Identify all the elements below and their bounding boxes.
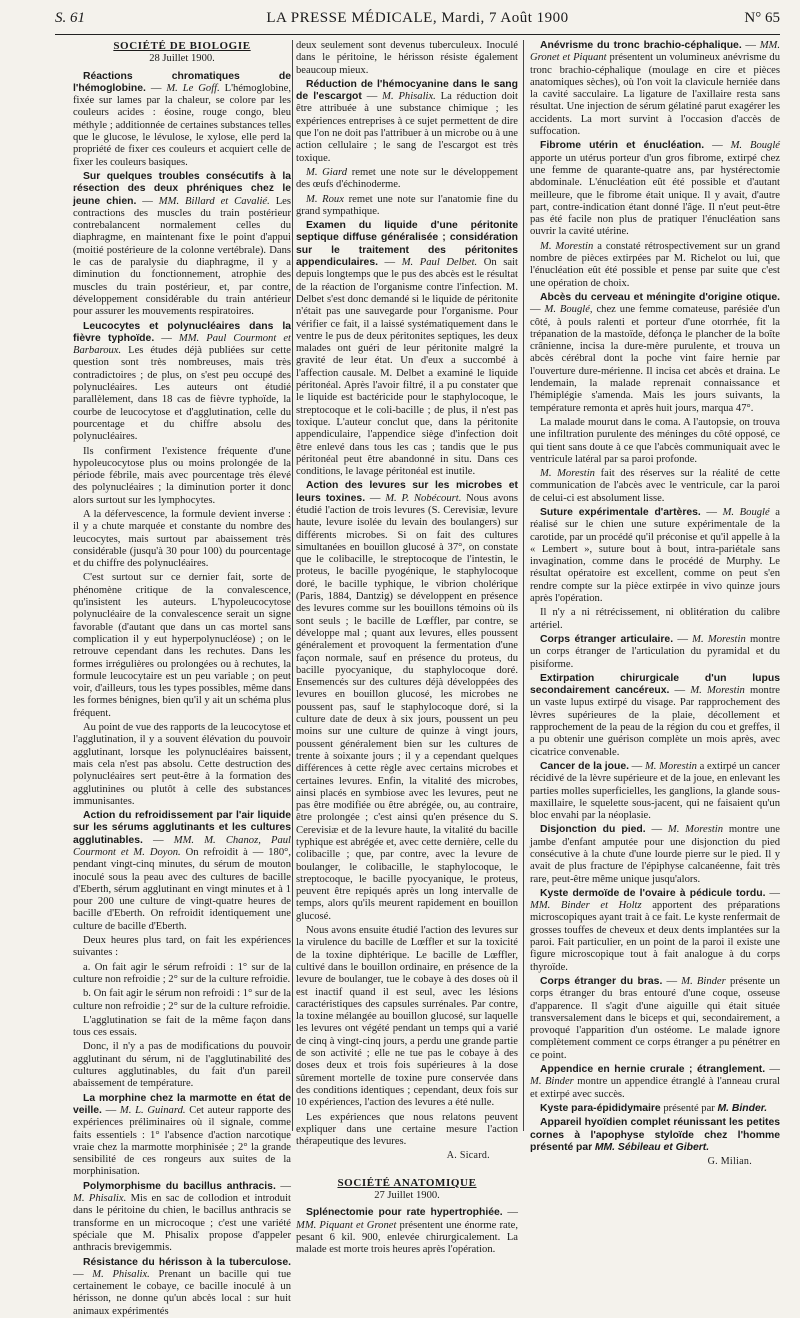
article-author: M. Morestin bbox=[667, 824, 724, 836]
article: Extirpation chirurgicale d'un lupus secondairement cancéreux. — M. Morestin montre un vaste lupus extirpé du visage. Par rapprochement des lèvres supérieures de la plaie, décollement et rapprochement de la peau de la région du cou et greffes, il a pu obtenir une guérison complète un mois après, avec cicatrice convenable. bbox=[530, 672, 780, 758]
article-title: Kyste para-épididymaire bbox=[540, 1102, 661, 1114]
column-divider bbox=[292, 40, 293, 1131]
paragraph: Ils confirment l'existence fréquente d'une hypoleucocytose plus ou moins prolongée de la période fébrile, mais avec pourcentage très élevé des polynucléaires ; la diminution porter it donc alors surtout sur les lymphocytes. bbox=[73, 445, 291, 506]
article-author: M. Binder bbox=[681, 975, 726, 987]
article: Cancer de la joue. — M. Morestin a extirpé un cancer récidivé de la lèvre supérieure et de la joue, en enlevant les parties molles superficielles, les ganglions, la glande sous-maxillaire, le squelette sous-jacent, qui ne faisaient qu'un bloc envahi par la néoplasie. bbox=[530, 760, 781, 822]
article-author: M. Giard bbox=[306, 166, 348, 178]
article-text: présentent un volumineux anévrisme du tronc brachio-céphalique (moulage en cire et pièces anatomiques sèches), où l'on voit la clavicule herniée dans la cavité sacculaire. La ligature de l'axillaire resta sans résultat. Une injection de sérum gélatiné parut exagérer les accidents. La mort survint à l'occasion d'accès de suffocation. bbox=[530, 52, 780, 138]
article-author: M. Phisalix. bbox=[92, 1268, 150, 1280]
article-text: La réduction doit être attribuée à une substance chimique ; les expériences entreprises à ce sujet permettent de dire que l'on ne doit pas l'attribuer à un microbe ou à une action cellulaire ; le sang de l'escargot est très toxique. bbox=[296, 91, 518, 164]
column-1 bbox=[73, 40, 292, 1317]
article-text: montre une jambe d'enfant amputée pour une disjonction du pied consécutive à la chute d'une lourde pierre sur le pied. Il y avait de plus fracture de l'épiphyse calcanéenne, fait très rare, peut-être même unique jusqu'alors. bbox=[530, 824, 781, 885]
article: Réactions chromatiques de l'hémoglobine. — M. Le Goff. L'hémoglobine, fixée sur lames par la chaleur, se colore par les couleurs acides : éosine, rouge congo, bleu méthyle ; additionnée de certaines substances telles que le glucose, le lévulose, le xylose, elle perd la propriété de fixer ces couleurs et acquiert celle de fixer les couleurs basiques. bbox=[73, 70, 291, 168]
article: Réduction de l'hémocyanine dans le sang de l'escargot — M. Phisalix. La réduction doit être attribuée à une substance chimique ; les expériences entreprises à ce sujet permettent de dire que l'on ne doit pas l'attribuer à un microbe ou à une action cellulaire ; le sang de l'escargot est très toxique. bbox=[296, 78, 518, 164]
paragraph: b. On fait agir le sérum non refroidi : 1° sur de la culture non refroidie ; 2° sur de la culture refroidie. bbox=[73, 988, 291, 1012]
article-author: M. Bouglé bbox=[730, 140, 780, 152]
article-author: M. P. Nobécourt. bbox=[385, 492, 462, 504]
article: La morphine chez la marmotte en état de veille. — M. L. Guinard. Cet auteur rapporte des expériences préliminaires où il signale, comme faits essentiels : 1° l'absence d'action narcotique vraie chez la marmotte morphinisée ; 2° la grande sensibilité de ces rongeurs aux suites de la morphinisation. bbox=[73, 1092, 291, 1178]
article: Polymorphisme du bacillus anthracis. — M. Phisalix. Mis en sac de collodion et introduit dans le péritoine du chien, le bacillus anthracis se transforme en un microcoque ; c'est une variété spéciale que M. Phisalix propose d'appeler anthracis brevigemmis. bbox=[73, 1180, 291, 1254]
article-text: présenté par bbox=[663, 1102, 715, 1114]
article bbox=[530, 1117, 780, 1154]
paragraph: a. On fait agir le sérum refroidi : 1° sur de la culture non refroidie ; 2° sur de la culture refroidie. bbox=[73, 961, 291, 985]
article: Kyste dermoïde de l'ovaire à pédicule tordu. — MM. Binder et Holtz apportent des préparations microscopiques ayant trait à ce fait. Le kyste renfermait de grosses touffes de cheveux et deux dents implantées sur la paroi. Fait particulier, en un point de la paroi il existe une figure microscopique tout à fait analogue à du corps thyroïde. bbox=[530, 887, 780, 973]
article-author: M. L. Guinard. bbox=[119, 1104, 186, 1116]
article bbox=[296, 167, 518, 192]
article-author: MM. Billard et Cavalié. bbox=[158, 195, 270, 207]
article-text: montre un appendice étranglé à l'anneau crural et extirpé avec succès. bbox=[530, 1076, 780, 1100]
article-text: Prenant un bacille qui tue certainement le cobaye, ce bacille inoculé à un hérisson, ne donne qu'un abcès local : sur huit animaux expérimentés bbox=[73, 1268, 291, 1317]
article-author: M. Morestin bbox=[540, 240, 594, 252]
article-title: Anévrisme du tronc brachio-céphalique. bbox=[540, 40, 742, 51]
column-divider bbox=[523, 40, 524, 1131]
article: Résistance du hérisson à la tuberculose. — M. Phisalix. Prenant un bacille qui tue certainement le cobaye, ce bacille inoculé à un hérisson, ne donne qu'un abcès local : sur huit animaux expérimentés bbox=[73, 1256, 291, 1317]
article: Examen du liquide d'une péritonite septique diffuse généralisée ; considération sur le traitement des péritonites appendiculaires. — M. Paul Delbet. On sait depuis longtemps que le pus des abcès est le résultat de la réaction de l'organisme contre l'infection. M. Delbet s'est donc demandé si le liquide de péritonite n'était pas une sauvegarde pour l'organisme. Pour vérifier ce fait, il a laissé systématiquement dans le ventre le pus de deux péritonites septiques, les deux malades ont guéri de leur péritonite malgré la gravité de leur état. Un d'eux a succombé à l'affection causale. M. Delbet a examiné le liquide péritonéal. Après l'avoir filtré, il a pu constater que le liquide est bactéricide pour le staphylocoque, le streptocoque et le coli-bacille ; de plus, il n'est pas toxique. L'auteur conclut que, dans la péritonite appendiculaire, l'appendice siège d'infection doit être enlevé dans tous les cas ; tandis que le pus péritonéal peut être abandonné in situ. Dans ces conditions, le lavage péritonéal est inutile. bbox=[296, 220, 518, 478]
article-text: a réalisé sur le chien une suture expérimentale de la carotide, par un procédé qu'il préconise et qu'il appelle à la « Lembert », suture bout à bout, intra-pariétale sans invagination, comme dans le procédé de Murphy. Le résultat opératoire est excellent, comme on peut s'en rendre compte sur la pièce extirpée in vivo quinze jours après l'opération. bbox=[530, 506, 780, 605]
article: Abcès du cerveau et méningite d'origine otique. — M. Bouglé, chez une femme comateuse, parésiée d'un côté, à pouls ralenti et porteur d'une otorrhée, fit la trépanation de la mastoïde, défonça le plancher de la boîte crânienne, incisa la dure-mère purulente, et trouva un abcès cérébral dont la poche vint faire hernie par l'ouverture dure-mérienne. Il incisa cet abcès et draina. Le lendemain, la malade reprenait connaissance et l'hémiplégie s'amenda. Mais les jours suivants, la température remonta et après huit jours, marqua 47°. bbox=[530, 291, 781, 414]
article: Splénectomie pour rate hypertrophiée. — MM. Piquant et Gronet présentent une énorme rate, pesant 6 kil. 900, enlevée chirurgicalement. La malade est morte trois heures après l'opération. bbox=[296, 1207, 518, 1256]
article-author: M. Morestin bbox=[644, 760, 697, 772]
section-date: 27 Juillet 1900. bbox=[374, 1190, 440, 1202]
article-title: Extirpation chirurgicale d'un lupus secondairement cancéreux. bbox=[530, 672, 780, 697]
article: Action des levures sur les microbes et leurs toxines. — M. P. Nobécourt. Nous avons étudié l'action de trois levures (S. Cerevisiæ, levure haute, levure isolée du levain des boulangers) sur différents microbes. Si on fait des cultures simultanées en bouillon glucosé à 37°, on constate que le colibacille, le streptocoque de l'intestin, le proteus, le bacille pyogénique, le staphylocoque doré, le bacille typhique, le vibrion cholérique (Paris, 1884, Dantzig) se développent en présence des levures comme sur les bouillons témoins où ils sont seuls ; le bacille de Lœffler, par contre, se développe mal ; quant aux levures, elles poussent généralement et provoquent la fermentation d'une façon normale, sauf en présence du proteus, du bacille pyocyanique, du staphylocoque doré. Ensemencés sur des cultures déjà développées des levures en bouillon glucosé, les microbes ne poussent pas, sauf le staphylocoque doré, si la culture date de deux à six jours, poussent un peu moins sur une culture de quinze à vingt jours, poussent généralement bien sur les cultures de trente à soixante jours ; il y a cependant quelques différences à cette règle avec certains microbes et certaines levures. Enfin, la vitalité des microbes, ainsi placés en symbiose avec les levures, peut ne pas être modifiée ou être abrégée, ou, au contraire, être prolongée ; c'est ainsi qu'en présence du S. Cerevisiæ et de la levure haute, la vitalité du bacille typhique est abrégée et, avec cette dernière, celle du colibacille ; que, par contre, avec la levure de boulanger, le colibacille, le staphylocoque, le streptocoque, le bacille pyocyanique, le proteus, peuvent être repiqués après un long intervalle de temps, alors qu'ils meurent rapidement en bouillon glucosé. bbox=[296, 480, 518, 922]
article-text: L'hémoglobine, fixée sur lames par la chaleur, se colore par les couleurs acides : éosine, rouge congo, bleu méthyle ; additionnée de certaines substances telles que le glucose, le lévulose, le xylose, elle perd la propriété de fixer ces couleurs et acquiert celle de fixer les couleurs basiques. bbox=[73, 82, 291, 168]
article-text: a constaté rétrospectivement sur un grand nombre de pièces extirpées par M. Richelot ou lui, que l'énucléation eût été possible et pense par suite que c'est une opération de choix. bbox=[530, 240, 780, 289]
article-author: MM. Sébileau et Gibert. bbox=[594, 1141, 710, 1153]
article-text: Mis en sac de collodion et introduit dans le péritoine du chien, le bacillus anthracis se transforme en un microcoque ; c'est une variété spéciale que M. Phisalix propose d'appeler anthracis brevigemmis. bbox=[73, 1193, 291, 1254]
article: Disjonction du pied. — M. Morestin montre une jambe d'enfant amputée pour une disjonction du pied consécutive à la chute d'une lourde pierre sur le pied. Il y avait de plus fracture de l'épiphyse calcanéenne, fait très rare, peut-être même unique jusqu'alors. bbox=[530, 824, 781, 885]
article bbox=[530, 1103, 780, 1115]
article-text: présente un corps étranger du bras entouré d'une coque, osseuse d'apparence. Il s'agit d'une aiguille qui était située transversalement dans le biceps et qui, secondairement, a provoqué l'apparition d'un ostéome. Le malade ignore complètement comment ce corps étranger a pu pénétrer en ce point. bbox=[530, 975, 780, 1061]
article-author: M. Le Goff. bbox=[166, 82, 220, 94]
article: Corps étranger articulaire. — M. Morestin montre un corps étranger de l'articulation du pyramidal et du pisiforme. bbox=[530, 633, 780, 670]
paragraph: L'agglutination se fait de la même façon dans tous ces essais. bbox=[73, 1014, 291, 1039]
article: Corps étranger du bras. — M. Binder présente un corps étranger du bras entouré d'une coque, osseuse d'apparence. Il s'agit d'une aiguille qui était située transversalement dans le biceps et qui, secondairement, a provoqué l'apparition d'un ostéome. Le malade ignore complètement comment ce corps étranger a pu pénétrer en ce point. bbox=[530, 975, 780, 1061]
article-title: Appareil hyoïdien complet réunissant les petites cornes à l'apophyse styloïde chez l'homme présenté bbox=[530, 1117, 780, 1153]
column-2 bbox=[296, 40, 519, 1256]
article-author: M. Binder. bbox=[717, 1102, 768, 1114]
article-title: Suture expérimentale d'artères. bbox=[540, 506, 701, 518]
paragraph bbox=[530, 468, 780, 505]
article-text: présentent une énorme rate, pesant 6 kil. 900, enlevée chirurgicalement. La malade est morte trois heures après l'opération. bbox=[296, 1219, 518, 1256]
article-author: M. Morestin bbox=[540, 468, 595, 480]
article-author: MM. Piquant et Gronet bbox=[296, 1219, 397, 1231]
article-title: Examen du liquide d'une péritonite septique diffuse généralisée ; considération sur le traitement des péritonites appendiculaires. bbox=[296, 220, 518, 269]
paragraph: Donc, il n'y a pas de modifications du pouvoir agglutinant du sérum, ni de l'agglutinabilité des cultures agglutinables, du fait d'un pareil abaissement de température. bbox=[73, 1041, 291, 1090]
paragraph: A la défervescence, la formule devient inverse : il y a chute marquée et constante du nombre des leucocytes, mais surtout par abaissement très considérable (jusqu'à 30 pour 100) du pourcentage et du chiffre des polynucléaires. bbox=[73, 508, 291, 570]
article-author: M. Bouglé, bbox=[544, 304, 593, 316]
article-text: remet une note sur le développement des œufs d'échinoderme. bbox=[296, 166, 519, 191]
article: Sur quelques troubles consécutifs à la résection des deux phréniques chez le jeune chien. — MM. Billard et Cavalié. Les contractions des muscles du train postérieur contrebalancent normalement celles du diaphragme, en maintenant fixe le point d'appui (moitié postérieure de la colonne vertébrale). Dans le cas de paralysie du diaphragme, il y a diminution du fonctionnement, atrophie des muscles du train postérieur, et, par contre, développement considérable du train antérieur pour assurer les mouvements respiratoires. bbox=[73, 170, 291, 318]
paragraph: La malade mourut dans le coma. A l'autopsie, on trouva une infiltration purulente des méninges du côté opposé, ce qui tient sans doute à ce que l'abcès communiquait avec le ventricule latéral par sa paroi profonde. bbox=[530, 416, 780, 465]
article-title: Action des levures sur les microbes et leurs toxines. bbox=[296, 480, 518, 504]
section-title: SOCIÉTÉ DE BIOLOGIE bbox=[113, 40, 251, 52]
paragraph: Les expériences que nous relatons peuvent expliquer dans une certaine mesure l'action thérapeutique des levures. bbox=[296, 1111, 518, 1148]
article-title: Polymorphisme du bacillus anthracis. bbox=[83, 1180, 276, 1192]
article-text: On refroidit à — 180°, pendant vingt-cinq minutes, du sérum de mouton inoculé sous la peau avec des cultures de bacille d'Eberth, sérum agglutinant en vingt minutes et à 1 pour 200 une culture de vingt-quatre heures de bacille d'Eberth. On refroidit identiquement une culture de bacille d'Eberth. bbox=[73, 847, 292, 932]
article: Appendice en hernie crurale ; étranglement. — M. Binder montre un appendice étranglé à l'anneau crural et extirpé avec succès. bbox=[530, 1064, 781, 1100]
article-title: Cancer de la joue. bbox=[540, 760, 629, 772]
article-author: MM. Gronet et Piquant bbox=[530, 40, 781, 64]
article-author: M. Roux bbox=[306, 193, 344, 205]
article-text: Les études déjà publiées sur cette question sont très nombreuses, mais très contradictoires ; de plus, on s'est peu occupé des polynucléaires. Les auteurs ont étudié parallèlement, dans 18 cas de fièvre typhoïde, la courbe de leucocytose et d'agglutination, celle du pourcentage et du chiffre absolu des polynucléaires. bbox=[73, 345, 291, 443]
header-rule bbox=[55, 34, 780, 35]
article-title: Fibrome utérin et énucléation. bbox=[540, 140, 705, 152]
article: Fibrome utérin et énucléation. — M. Bouglé apporte un utérus porteur d'un gros fibrome, extirpé chez une femme de quarante-quatre ans, par hystérectomie abdominale. L'énucléation eût été possible et d'autant meilleure, que le fibrome était unique. Il y avait, d'autre part, contre-indication étant donné l'âge. Il n'eut peut-être pas été facile non plus de pratiquer l'énucléation sans ouvrir la cavité utérine. bbox=[530, 140, 780, 238]
paragraph: Il n'y a ni rétrécissement, ni oblitération du calibre artériel. bbox=[530, 607, 780, 631]
article-title: Résistance du hérisson à la tuberculose. bbox=[83, 1256, 291, 1268]
signature: G. Milian. bbox=[707, 1156, 752, 1168]
issue-number: N° 65 bbox=[744, 10, 780, 26]
article-title: Corps étranger du bras. bbox=[540, 975, 663, 987]
article-text: par bbox=[575, 1141, 593, 1153]
article-text: montre un corps étranger de l'articulation du pyramidal et du pisiforme. bbox=[530, 633, 780, 670]
article-title: Sur quelques troubles consécutifs à la résection des deux phréniques chez le jeune chien. bbox=[73, 170, 291, 207]
article-author: M. Paul Delbet. bbox=[401, 257, 478, 269]
paragraph: Deux heures plus tard, on fait les expériences suivantes : bbox=[73, 935, 291, 959]
article-title: Disjonction du pied. bbox=[540, 824, 646, 836]
continued-text: deux seulement sont devenus tuberculeux. Inoculé dans le péritoine, le hérisson résiste également beaucoup mieux. bbox=[296, 40, 518, 76]
article-author: M. Morestin bbox=[692, 633, 746, 645]
article-title: Réactions chromatiques de l'hémoglobine. bbox=[73, 70, 291, 94]
article-author: M. Morestin bbox=[690, 685, 745, 697]
article-text: montre un vaste lupus extirpé du visage. Par rapprochement des lèvres supérieures de la plaie, décollement et rapprochement de la peau de la région du cou et greffes, il a pu obtenir une guérison complète un mois après, avec cicatrice convenable. bbox=[530, 685, 780, 758]
article-title: Appendice en hernie crurale ; étranglement. bbox=[540, 1064, 766, 1076]
section-title: SOCIÉTÉ ANATOMIQUE bbox=[337, 1176, 477, 1189]
page-number: S. 61 bbox=[55, 10, 85, 26]
article-text: apporte un utérus porteur d'un gros fibrome, extirpé chez une femme de quarante-quatre ans, par hystérectomie abdominale. L'énucléation eût été possible et d'autant meilleure, que le fibrome était unique. Il y avait, d'autre part, contre-indication étant donné l'âge. Il n'eut peut-être pas été facile non plus de pratiquer l'énucléation sans ouvrir la cavité utérine. bbox=[530, 152, 780, 238]
signature: A. Sicard. bbox=[446, 1150, 490, 1162]
article: Action du refroidissement par l'air liquide sur les sérums agglutinants et les cultures agglutinables. — MM. M. Chanoz, Paul Courmont et M. Doyon. On refroidit à — 180°, pendant vingt-cinq minutes, du sérum de mouton inoculé sous la peau avec des cultures de bacille d'Eberth, sérum agglutinant en vingt minutes et à 1 pour 200 une culture de vingt-quatre heures de bacille d'Eberth. On refroidit identiquement une culture de bacille d'Eberth. bbox=[73, 810, 292, 932]
article-text: fait des réserves sur la réalité de cette communication de l'abcès avec le ventricule, car la paroi de celui-ci est absolument lisse. bbox=[530, 468, 781, 504]
article: Leucocytes et polynucléaires dans la fièvre typhoïde. — MM. Paul Courmont et Barbaroux. Les études déjà publiées sur cette question sont très nombreuses, mais très contradictoires ; de plus, on s'est peu occupé des polynucléaires. Les auteurs ont étudié parallèlement, dans 18 cas de fièvre typhoïde, la courbe de leucocytose et d'agglutination, celle du pourcentage et du chiffre absolu des polynucléaires. bbox=[73, 320, 291, 443]
article-author: M. Phisalix. bbox=[382, 91, 436, 103]
article-text: On sait depuis longtemps que le pus des abcès est le résultat de la réaction de l'organisme contre l'infection. M. Delbet s'est donc demandé si le liquide de péritonite n'était pas une sauvegarde pour l'organisme. Pour vérifier ce fait, il a laissé systématiquement dans le ventre le pus de deux péritonites septiques, les deux malades ont guéri de leur péritonite malgré la gravité de leur état. Un d'eux a succombé à l'affection causale. M. Delbet a examiné le liquide péritonéal. Après l'avoir filtré, il a pu constater que le liquide est bactéricide pour le staphylocoque, le streptocoque et le coli-bacille ; de plus, il n'est pas toxique. L'auteur conclut que, dans la péritonite appendiculaire, l'appendice siège d'infection doit être enlevé dans tous les cas ; tandis que le pus péritonéal peut être abandonné in situ. Dans ces conditions, le lavage péritonéal est inutile. bbox=[296, 257, 518, 478]
article-title: Réduction de l'hémocyanine dans le sang de l'escargot bbox=[296, 78, 518, 103]
paragraph: Au point de vue des rapports de la leucocytose et l'agglutination, il y a souvent élévation du pouvoir agglutinant, lorsque les polynucléaires baissent, mais cela n'est pas absolu. Cette destruction des polynucléaires sert peut-être à la formation des agglutinines ou plutôt à celle des substances immunisantes. bbox=[73, 722, 291, 807]
article-text: Les contractions des muscles du train postérieur contrebalancent normalement celles du diaphragme, en maintenant fixe le point d'appui (moitié postérieure de la colonne vertébrale). Dans le cas de paralysie du diaphragme, il y a diminution du fonctionnement, atrophie des muscles du train postérieur, et, par contre, développement considérable du train antérieur pour assurer les mouvements respiratoires. bbox=[73, 195, 291, 318]
article-title: Leucocytes et polynucléaires dans la fièvre typhoïde. bbox=[73, 320, 291, 344]
article-title: Kyste dermoïde de l'ovaire à pédicule tordu. bbox=[540, 887, 766, 899]
article bbox=[296, 194, 518, 219]
paragraph: Nous avons ensuite étudié l'action des levures sur la virulence du bacille de Lœffler et sur la toxicité de la toxine diphtérique. Le bacille de Lœffler, cultivé dans le bouillon ordinaire, en présence de la levure de boulanger, tue le cobaye à des doses où il est inactif quand il est seul, avec les lésions caractéristiques des capsules surrénales. Par contre, la toxine mélangée au bouillon glucosé, sur laquelle les levures ont végété pendant un temps qui a varié de cinq à vingt-cinq jours, a perdu une grande partie de son activité ; elle ne tue pas le cobaye à des doses deux et trois fois supérieures à la dose sûrement mortelle de toxine pure conservée dans des conditions identiques ; cependant, deux fois sur 10 expériences, l'action des levures a été nulle. bbox=[296, 925, 518, 1109]
article-title: Action du refroidissement par l'air liquide sur les sérums agglutinants et les cultures agglutinables. bbox=[73, 810, 291, 846]
article-text: remet une note sur l'anatomie fine du grand sympathique. bbox=[296, 193, 519, 217]
article-text: chez une femme comateuse, parésiée d'un côté, à pouls ralenti et porteur d'une otorrhée, fit la trépanation de la mastoïde, défonça le plancher de la boîte crânienne, incisa la dure-mère purulente, et trouva un abcès cérébral dont la poche vint faire hernie par l'ouverture dure-mérienne. Il incisa cet abcès et draina. Le lendemain, la malade reprenait connaissance et l'hémiplégie s'amenda. Mais les jours suivants, la température remonta et après huit jours, marqua 47°. bbox=[530, 304, 781, 414]
article-text: Cet auteur rapporte des expériences préliminaires où il signale, comme faits essentiels : 1° l'absence d'action narcotique vraie chez la marmotte morphinisée ; 2° la grande sensibilité de ces rongeurs aux suites de la morphinisation. bbox=[73, 1104, 291, 1178]
article-title: La morphine chez la marmotte en état de veille. bbox=[73, 1092, 291, 1116]
article-text: Nous avons étudié l'action de trois levures (S. Cerevisiæ, levure haute, levure isolée du levain des boulangers) sur différents microbes. Si on fait des cultures simultanées en bouillon glucosé à 37°, on constate que le colibacille, le streptocoque de l'intestin, le proteus, le bacille pyogénique, le staphylocoque doré, le bacille typhique, le vibrion cholérique (Paris, 1884, Dantzig) se développent en présence des levures comme sur les bouillons témoins où ils sont seuls ; le bacille de Lœffler, par contre, se développe mal ; quant aux levures, elles poussent généralement et provoquent la fermentation d'une façon normale, sauf en présence du proteus, du bacille pyocyanique, du staphylocoque doré. Ensemencés sur des cultures déjà développées des levures en bouillon glucosé, les microbes ne poussent pas, sauf le staphylocoque doré, si la culture date de deux à six jours, poussent un peu moins sur une culture de quinze à vingt jours, poussent généralement bien sur les cultures de trente à soixante jours ; il y a cependant quelques différences à cette règle avec certains microbes et certaines levures. Enfin, la vitalité des microbes, ainsi placés en symbiose avec les levures, peut ne pas être modifiée ou être abrégée, ou, au contraire, être prolongée ; c'est ainsi qu'en présence du S. Cerevisiæ et de la levure haute, la vitalité du bacille typhique est abrégée et, avec cette dernière, celle du colibacille ; que, par contre, avec la levure de boulanger, le colibacille, le staphylocoque, le streptocoque, le bacille pyocyanique, le proteus, peuvent être repiqués après un long intervalle de temps, alors qu'ils meurent rapidement en bouillon glucosé. bbox=[296, 492, 518, 922]
section-date: 28 Juillet 1900. bbox=[149, 53, 215, 65]
article-author: MM. Paul Courmont et Barbaroux. bbox=[73, 332, 291, 357]
article-author: M. Binder bbox=[530, 1076, 574, 1088]
journal-title: LA PRESSE MÉDICALE, Mardi, 7 Août 1900 bbox=[266, 10, 569, 26]
article-title: Splénectomie pour rate hypertrophiée. bbox=[306, 1207, 503, 1219]
article-author: M. Bouglé bbox=[722, 506, 770, 518]
paragraph: C'est surtout sur ce dernier fait, sorte de phénomène critique de la convalescence, qu'insistent les auteurs. L'hypoleucocytose polynucléaire de la convalescence serait un signe favorable (d'autant que dans un cas mortel sans complication il y eut hyperpolynucléose) ; on le retrouve cependant dans les rechutes. Dans les formes irrégulières ou prolongées ou à rechutes, la formule leucocytaire est un peu variable ; on peut voir, d'ailleurs, tous les types possibles, même dans les formes bénignes, bien qu'il y ait un schéma plus fréquent. bbox=[73, 572, 291, 719]
article: Suture expérimentale d'artères. — M. Bouglé a réalisé sur le chien une suture expérimentale de la carotide, par un procédé qu'il préconise et qu'il appelle à la « Lembert », suture bout à bout, intra-pariétale sans invagination, comme dans le procédé de Murphy. Le résultat opératoire est excellent, comme on peut s'en rendre compte sur la pièce extirpée in vivo quinze jours après l'opération. bbox=[530, 506, 780, 605]
article-title: Abcès du cerveau et méningite d'origine otique. bbox=[540, 291, 780, 303]
article-text: a extirpé un cancer récidivé de la lèvre supérieure et de la joue, en enlevant les parties molles superficielles, les ganglions, la glande sous-maxillaire, le squelette sous-jacent, qui ne faisaient qu'un bloc envahi par la néoplasie. bbox=[530, 760, 781, 822]
article-text: apportent des préparations microscopiques ayant trait à ce fait. Le kyste renfermait de grosses touffes de cheveux et deux dents implantées sur la paroi. Fait particulier, en un point de la paroi il existe une figure microscopique tout à fait analogue à du corps thyroïde. bbox=[530, 900, 780, 973]
paragraph bbox=[530, 241, 780, 290]
article: Anévrisme du tronc brachio-céphalique. — MM. Gronet et Piquant présentent un volumineux anévrisme du tronc brachio-céphalique (moulage en cire et pièces anatomiques sèches), où l'on voit la clavicule herniée dans la cavité sacculaire. La ligature de l'axillaire resta sans résultat. Une injection de sérum gélatiné parut exagérer les accidents. La mort survint à l'occasion d'accès de suffocation. bbox=[530, 40, 781, 138]
article-author: M. Phisalix. bbox=[73, 1193, 127, 1205]
article-author: MM. Binder et Holtz bbox=[530, 900, 642, 912]
running-head bbox=[55, 8, 780, 30]
article-author: MM. M. Chanoz, Paul Courmont et M. Doyon. bbox=[73, 834, 291, 858]
article-title: Corps étranger articulaire. bbox=[540, 633, 674, 645]
column-3 bbox=[530, 40, 781, 1168]
